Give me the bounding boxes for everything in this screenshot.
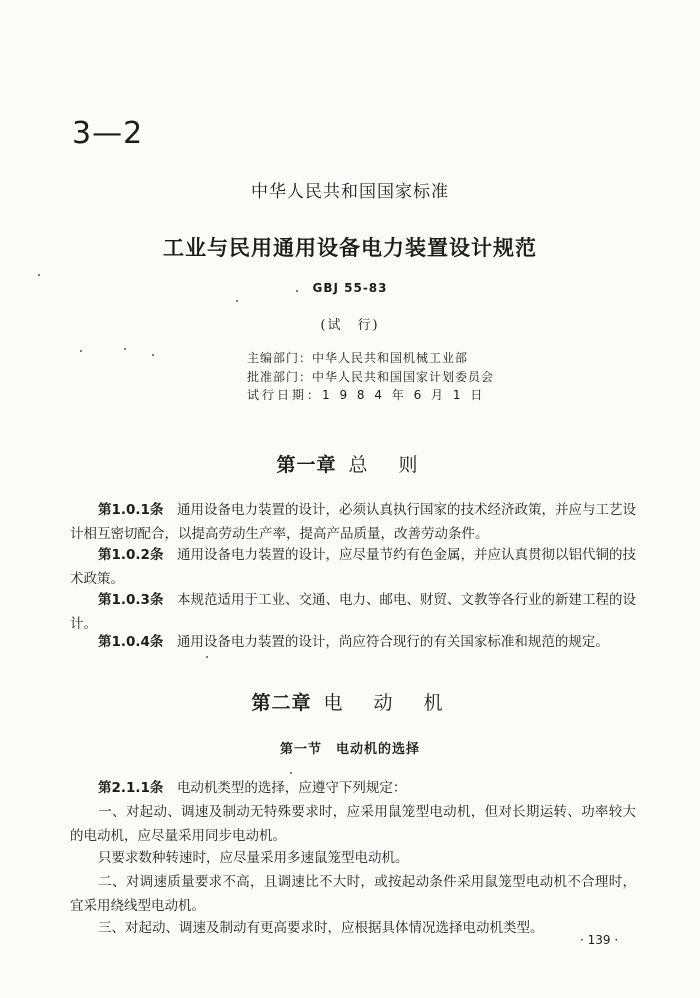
- article-1-0-3: [70, 588, 636, 636]
- scan-speck: [236, 300, 238, 302]
- article-2-1-1: [70, 776, 636, 800]
- article-number: 第1.0.2条: [98, 547, 164, 563]
- article-1-0-4: [70, 630, 636, 654]
- meta-editor-dept: 主编部门：中华人民共和国机械工业部: [247, 351, 469, 365]
- article-text: 通用设备电力装置的设计，必须认真执行国家的技术经济政策，并应与工艺设计相互密切配合，以提高劳动生产率，提高产品质量，改善劳动条件。: [70, 502, 637, 542]
- list-item-text: 二、对调速质量要求不高，且调速比不大时，或按起动条件采用鼠笼型电动机不合理时，宜采用绕线型电动机。: [70, 874, 636, 914]
- chapter-2-heading: [0, 688, 700, 715]
- scan-speck: [290, 772, 292, 774]
- article-1-0-1: [70, 498, 636, 546]
- meta-approval-dept: 批准部门：中华人民共和国国家计划委员会: [247, 370, 495, 384]
- list-item: [70, 870, 636, 918]
- section-number: 3—2: [72, 116, 144, 151]
- section-1-heading: 第一节 电动机的选择: [279, 742, 420, 757]
- list-item: [70, 916, 636, 940]
- standard-code: GBJ 55-83: [312, 281, 388, 295]
- chapter-2-number: 第二章: [251, 692, 312, 714]
- article-number: 第1.0.3条: [98, 592, 164, 608]
- article-text: 电动机类型的选择，应遵守下列规定：: [176, 780, 407, 796]
- scan-speck: [152, 354, 154, 356]
- scan-speck: [296, 290, 298, 292]
- article-number: 第1.0.1条: [98, 502, 164, 518]
- chapter-1-name: 总 则: [348, 454, 424, 476]
- list-item: [70, 800, 636, 848]
- chapter-1-heading: [0, 450, 700, 477]
- trial-note: (试 行): [320, 318, 380, 333]
- list-item-text: 一、对起动、调速及制动无特殊要求时，应采用鼠笼型电动机，但对长期运转、功率较大的电动机，应尽量采用同步电动机。: [70, 804, 636, 844]
- scan-speck: [124, 348, 126, 350]
- article-1-0-2: [70, 543, 636, 591]
- article-text: 通用设备电力装置的设计，应尽量节约有色金属，并应认真贯彻以铝代铜的技术政策。: [70, 547, 637, 587]
- article-text: 通用设备电力装置的设计，尚应符合现行的有关国家标准和规范的规定。: [176, 634, 609, 650]
- scan-speck: [80, 350, 82, 352]
- scan-speck: [38, 274, 40, 276]
- chapter-2-name: 电 动 机: [323, 692, 449, 714]
- document-title: 工业与民用通用设备电力装置设计规范: [163, 235, 537, 260]
- standard-header: 中华人民共和国国家标准: [251, 182, 449, 202]
- chapter-1-number: 第一章: [276, 454, 337, 476]
- list-item-text: 只要求数种转速时，应尽量采用多速鼠笼型电动机。: [98, 850, 409, 866]
- list-item: [70, 846, 636, 870]
- page-number: · 139 ·: [580, 933, 619, 947]
- scan-speck: [206, 656, 208, 658]
- article-number: 第1.0.4条: [98, 634, 164, 650]
- article-text: 本规范适用于工业、交通、电力、邮电、财贸、文教等各行业的新建工程的设计。: [70, 592, 637, 632]
- article-number: 第2.1.1条: [98, 780, 164, 796]
- meta-trial-date: 试行日期：1 9 8 4 年 6 月 1 日: [247, 388, 486, 402]
- list-item-text: 三、对起动、调速及制动有更高要求时，应根据具体情况选择电动机类型。: [98, 920, 544, 936]
